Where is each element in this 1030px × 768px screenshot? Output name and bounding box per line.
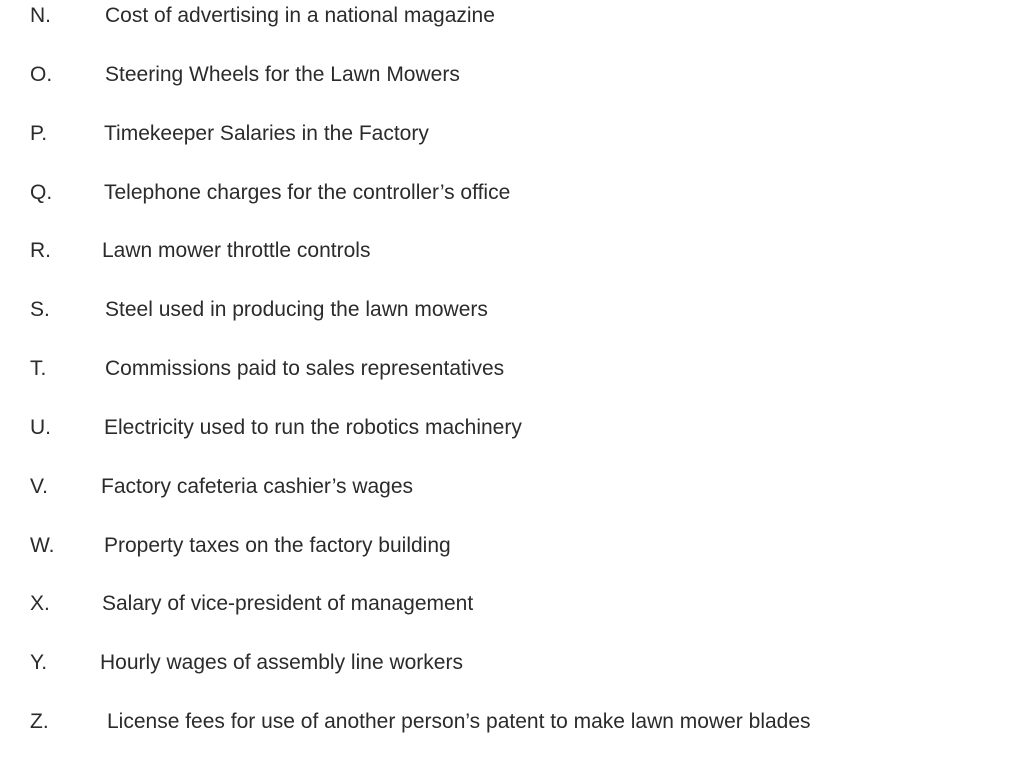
item-letter: O. xyxy=(30,63,53,86)
list-item xyxy=(0,531,1030,561)
list-item xyxy=(0,236,1030,266)
item-letter: Z. xyxy=(30,710,49,733)
item-text: Telephone charges for the controller’s office xyxy=(104,181,511,204)
list-item xyxy=(0,60,1030,90)
item-text: Steel used in producing the lawn mowers xyxy=(105,298,488,321)
item-text: Commissions paid to sales representatives xyxy=(105,357,505,380)
item-letter: T. xyxy=(30,357,47,380)
item-text: Electricity used to run the robotics machinery xyxy=(104,416,522,439)
list-item xyxy=(0,178,1030,208)
list-item xyxy=(0,354,1030,384)
item-letter: V. xyxy=(30,475,48,498)
item-text: Timekeeper Salaries in the Factory xyxy=(104,122,429,145)
item-letter: N. xyxy=(30,4,51,27)
list-item xyxy=(0,295,1030,325)
list-item xyxy=(0,472,1030,502)
list-item xyxy=(0,648,1030,678)
item-text: Lawn mower throttle controls xyxy=(102,239,371,262)
item-text: Cost of advertising in a national magazine xyxy=(105,4,495,27)
list-item xyxy=(0,119,1030,149)
item-text: Steering Wheels for the Lawn Mowers xyxy=(105,63,460,86)
item-letter: Q. xyxy=(30,181,53,204)
item-letter: X. xyxy=(30,592,50,615)
item-text: Property taxes on the factory building xyxy=(104,534,451,557)
item-text: Factory cafeteria cashier’s wages xyxy=(101,475,414,498)
item-text: Hourly wages of assembly line workers xyxy=(100,651,463,674)
item-text: License fees for use of another person’s patent to make lawn mower blades xyxy=(107,710,811,733)
list-item xyxy=(0,1,1030,31)
item-letter: P. xyxy=(30,122,48,145)
list-item xyxy=(0,413,1030,443)
item-letter: S. xyxy=(30,298,50,321)
item-letter: R. xyxy=(30,239,51,262)
list-item xyxy=(0,589,1030,619)
item-text: Salary of vice-president of management xyxy=(102,592,474,615)
item-letter: Y. xyxy=(30,651,48,674)
item-letter: W. xyxy=(30,534,55,557)
list-item xyxy=(0,707,1030,737)
item-letter: U. xyxy=(30,416,51,439)
